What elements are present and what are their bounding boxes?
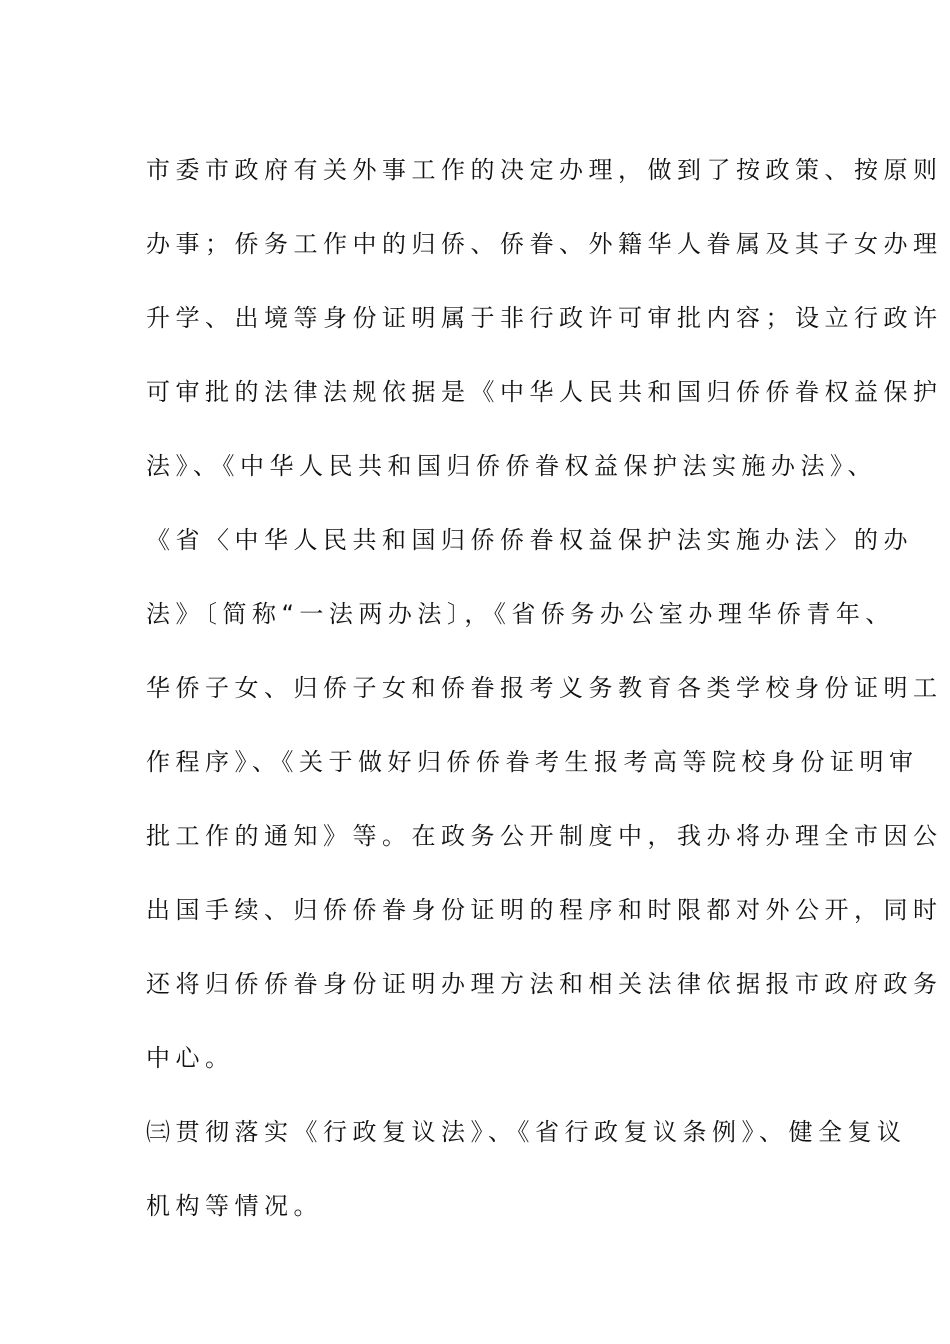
text-line: 法》〔简称“一法两办法〕，《省侨务办公室办理华侨青年、: [146, 600, 895, 628]
text-line: 中心。: [146, 1044, 235, 1072]
text-line: 可审批的法律法规依据是《中华人民共和国归侨侨眷权益保护: [146, 378, 943, 406]
text-line: 批工作的通知》等。在政务公开制度中，我办将办理全市因公: [146, 822, 943, 850]
text-line: 还将归侨侨眷身份证明办理方法和相关法律依据报市政府政务: [146, 970, 943, 998]
body-text: [146, 133, 943, 1243]
text-line: 出国手续、归侨侨眷身份证明的程序和时限都对外公开，同时: [146, 896, 943, 924]
text-line: 华侨子女、归侨子女和侨眷报考义务教育各类学校身份证明工: [146, 674, 943, 702]
text-line: 作程序》、《关于做好归侨侨眷考生报考高等院校身份证明审: [146, 748, 919, 776]
text-line: ㈢贯彻落实《行政复议法》、《省行政复议条例》、健全复议: [146, 1118, 907, 1146]
text-line: 升学、出境等身份证明属于非行政许可审批内容；设立行政许: [146, 304, 943, 332]
text-line: 市委市政府有关外事工作的决定办理，做到了按政策、按原则: [146, 156, 943, 184]
text-line: 机构等情况。: [146, 1192, 323, 1220]
text-line: 《省〈中华人民共和国归侨侨眷权益保护法实施办法〉的办: [146, 526, 913, 554]
text-line: 办事；侨务工作中的归侨、侨眷、外籍华人眷属及其子女办理: [146, 230, 943, 258]
text-line: 法》、《中华人民共和国归侨侨眷权益保护法实施办法》、: [146, 452, 877, 480]
